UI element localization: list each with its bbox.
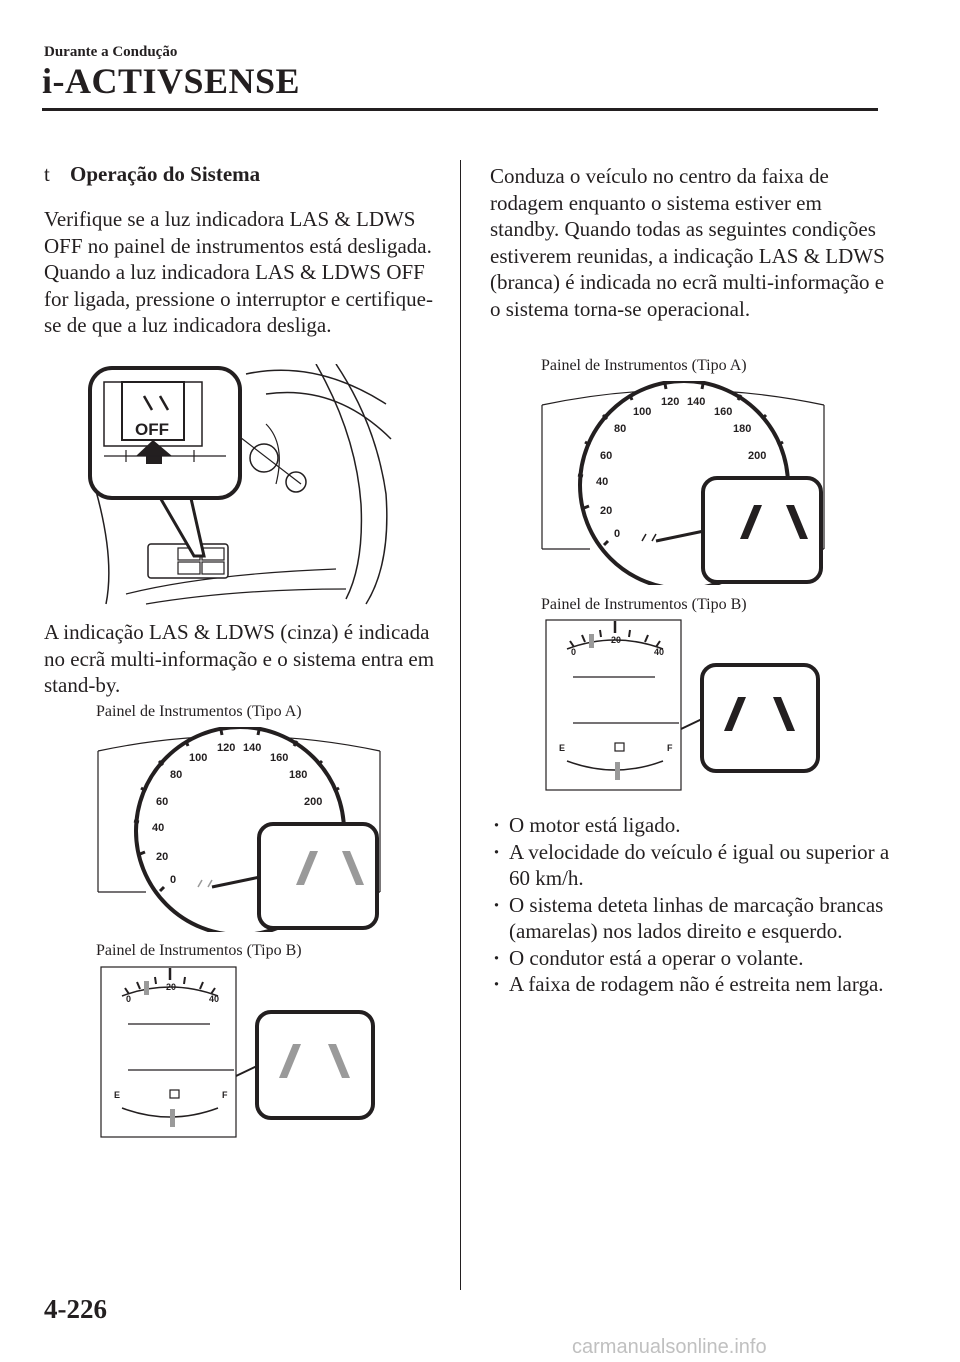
svg-text:120: 120 (661, 396, 680, 408)
svg-text:E: E (559, 743, 566, 753)
svg-text:200: 200 (748, 450, 767, 462)
svg-text:0: 0 (571, 647, 577, 657)
paragraph-drive-center: Conduza o veículo no centro da faixa de rodagem enquanto o sistema estiver em standby. Quando todas as seguintes condições estiverem reunidas, a indicação LAS & LDWS (branca) é indicada no ecrã multi-informação e o sistema torna-se operacional. (490, 164, 885, 321)
svg-text:20: 20 (166, 982, 177, 992)
svg-text:100: 100 (189, 752, 208, 764)
svg-text:20: 20 (156, 851, 169, 863)
chapter-title: i-ACTIVSENSE (42, 61, 301, 101)
section-label: Durante a Condução (44, 44, 178, 60)
section-heading (44, 162, 260, 187)
las-ldws-switch-illustration (86, 364, 406, 612)
svg-text:120: 120 (217, 742, 236, 754)
svg-text:0: 0 (170, 874, 177, 886)
svg-text:180: 180 (733, 423, 752, 435)
paragraph-standby: A indicação LAS & LDWS (cinza) é indicada no ecrã multi-informação e o sistema entra em stand-by. (44, 620, 435, 697)
svg-text:160: 160 (714, 406, 733, 418)
svg-text:80: 80 (170, 769, 183, 781)
off-button-label: OFF (135, 420, 169, 439)
svg-text:0: 0 (614, 528, 621, 540)
svg-text:60: 60 (156, 796, 169, 808)
figure-caption-type-b-left: Painel de Instrumentos (Tipo B) (96, 942, 302, 959)
svg-text:200: 200 (304, 796, 323, 808)
svg-text:40: 40 (654, 647, 665, 657)
svg-text:40: 40 (596, 476, 609, 488)
condition-item: · A faixa de rodagem não é estreita nem larga. (490, 971, 890, 998)
instrument-panel-type-b-standby (100, 966, 376, 1140)
conditions-list (490, 812, 890, 998)
instrument-panel-type-a-operational (540, 381, 826, 585)
svg-text:140: 140 (243, 742, 262, 754)
figure-caption-type-a-right: Painel de Instrumentos (Tipo A) (541, 357, 747, 374)
svg-text:100: 100 (633, 406, 652, 418)
page-number: 4-226 (44, 1294, 107, 1324)
header-rule (42, 108, 878, 111)
heading-marker: t (44, 162, 50, 186)
svg-text:20: 20 (600, 505, 613, 517)
svg-text:40: 40 (152, 822, 165, 834)
condition-item: · O condutor está a operar o volante. (490, 945, 890, 972)
svg-text:80: 80 (614, 423, 627, 435)
svg-text:E: E (114, 1090, 121, 1100)
svg-text:160: 160 (270, 752, 289, 764)
instrument-panel-type-b-operational (545, 619, 821, 793)
paragraph-check-indicator: Verifique se a luz indicadora LAS & LDWS OFF no painel de instrumentos está desligada. Quando a luz indicadora LAS & LDWS OFF for ligada, pressione o interruptor e certifique-se de que a luz indicadora desliga. (44, 207, 433, 337)
column-divider (460, 160, 461, 1290)
svg-text:180: 180 (289, 769, 308, 781)
svg-text:60: 60 (600, 450, 613, 462)
heading-text: Operação do Sistema (70, 162, 261, 186)
instrument-panel-type-a-standby (96, 727, 382, 932)
svg-text:F: F (667, 743, 673, 753)
svg-text:0: 0 (126, 994, 132, 1004)
svg-text:40: 40 (209, 994, 220, 1004)
condition-item: · O motor está ligado. (490, 812, 890, 839)
svg-text:140: 140 (687, 396, 706, 408)
watermark: carmanualsonline.info (572, 1336, 767, 1358)
condition-item: · O sistema deteta linhas de marcação brancas (amarelas) nos lados direito e esquerdo. (490, 892, 890, 945)
svg-text:F: F (222, 1090, 228, 1100)
svg-text:20: 20 (611, 635, 622, 645)
figure-caption-type-b-right: Painel de Instrumentos (Tipo B) (541, 596, 747, 613)
figure-caption-type-a-left: Painel de Instrumentos (Tipo A) (96, 703, 302, 720)
condition-item: · A velocidade do veículo é igual ou superior a 60 km/h. (490, 839, 890, 892)
